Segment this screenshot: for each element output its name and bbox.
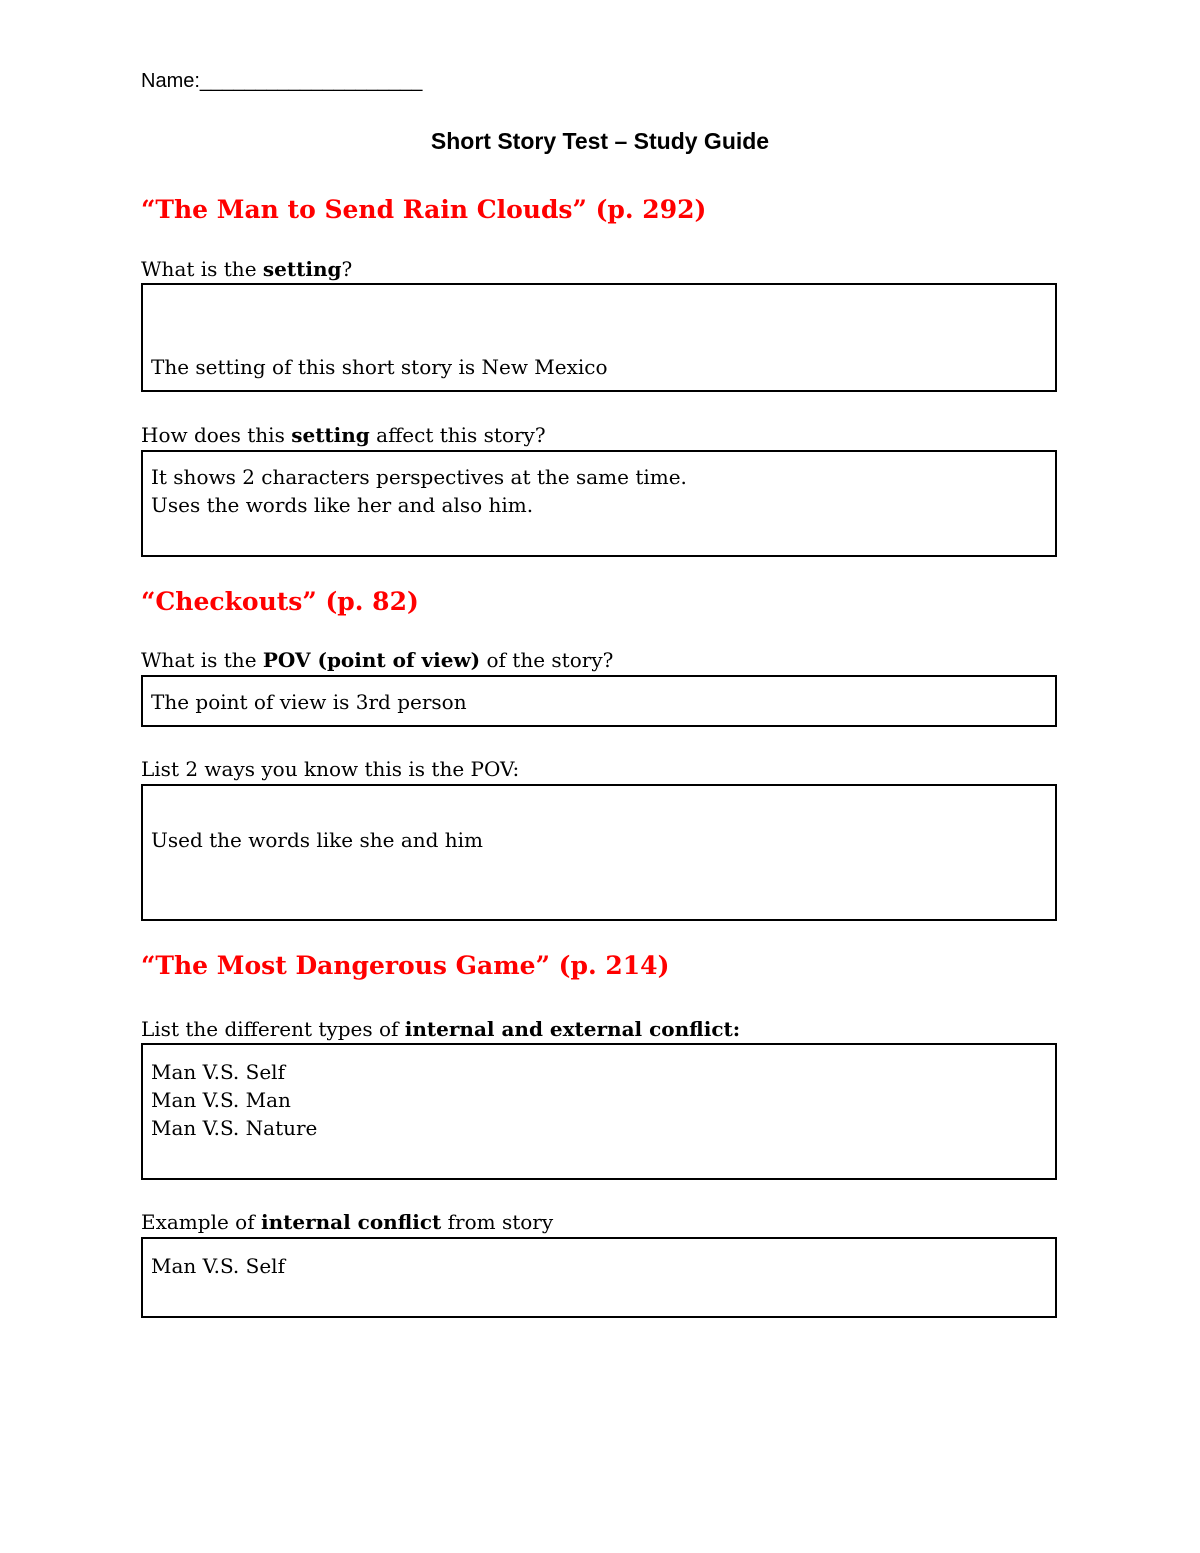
name-field-label: Name:____________________ [141, 70, 423, 92]
answer-text: Used the words like she and him [151, 828, 484, 852]
answer-text: The setting of this short story is New Mexico [151, 355, 608, 379]
question-setting-effect [141, 423, 546, 447]
question-keyword: setting [262, 257, 342, 281]
question-keyword: internal conflict [260, 1210, 442, 1234]
answer-box-pov-evidence [141, 784, 1057, 921]
question-conflict-types [141, 1017, 740, 1041]
answer-box-conflict-types [141, 1043, 1057, 1180]
document-title: Short Story Test – Study Guide [430, 128, 770, 154]
answer-box-setting-effect [141, 450, 1057, 557]
answer-box-pov [141, 675, 1057, 727]
question-pov-evidence [141, 757, 519, 781]
question-text: How does this [141, 423, 292, 447]
question-setting [141, 257, 352, 281]
question-keyword: POV (point of view) [262, 648, 481, 672]
question-text: List 2 ways you know this is the POV: [141, 757, 520, 781]
answer-text: Man V.S. Self [151, 1254, 285, 1278]
question-text: What is the [141, 257, 263, 281]
question-text: Example of [141, 1210, 261, 1234]
answer-text: It shows 2 characters perspectives at the same time. [151, 465, 687, 489]
answer-text: Man V.S. Self [151, 1060, 285, 1084]
question-internal-conflict [141, 1210, 553, 1234]
answer-box-setting [141, 283, 1057, 392]
question-text: affect this story? [369, 423, 546, 447]
story-heading-dangerous-game: “The Most Dangerous Game” (p. 214) [141, 951, 670, 980]
answer-text: The point of view is 3rd person [151, 690, 467, 714]
answer-text: Man V.S. Man [151, 1088, 291, 1112]
story-heading-rain-clouds: “The Man to Send Rain Clouds” (p. 292) [141, 195, 707, 224]
question-keyword: internal and external conflict: [404, 1017, 741, 1041]
answer-text: Uses the words like her and also him. [151, 493, 534, 517]
answer-box-internal-conflict [141, 1237, 1057, 1318]
answer-text: Man V.S. Nature [151, 1116, 318, 1140]
question-keyword: setting [291, 423, 370, 447]
question-text: ? [341, 257, 353, 281]
question-text: List the different types of [141, 1017, 405, 1041]
story-heading-checkouts: “Checkouts” (p. 82) [141, 587, 419, 616]
question-text: What is the [141, 648, 263, 672]
question-pov [141, 648, 613, 672]
question-text: from story [441, 1210, 554, 1234]
question-text: of the story? [480, 648, 614, 672]
